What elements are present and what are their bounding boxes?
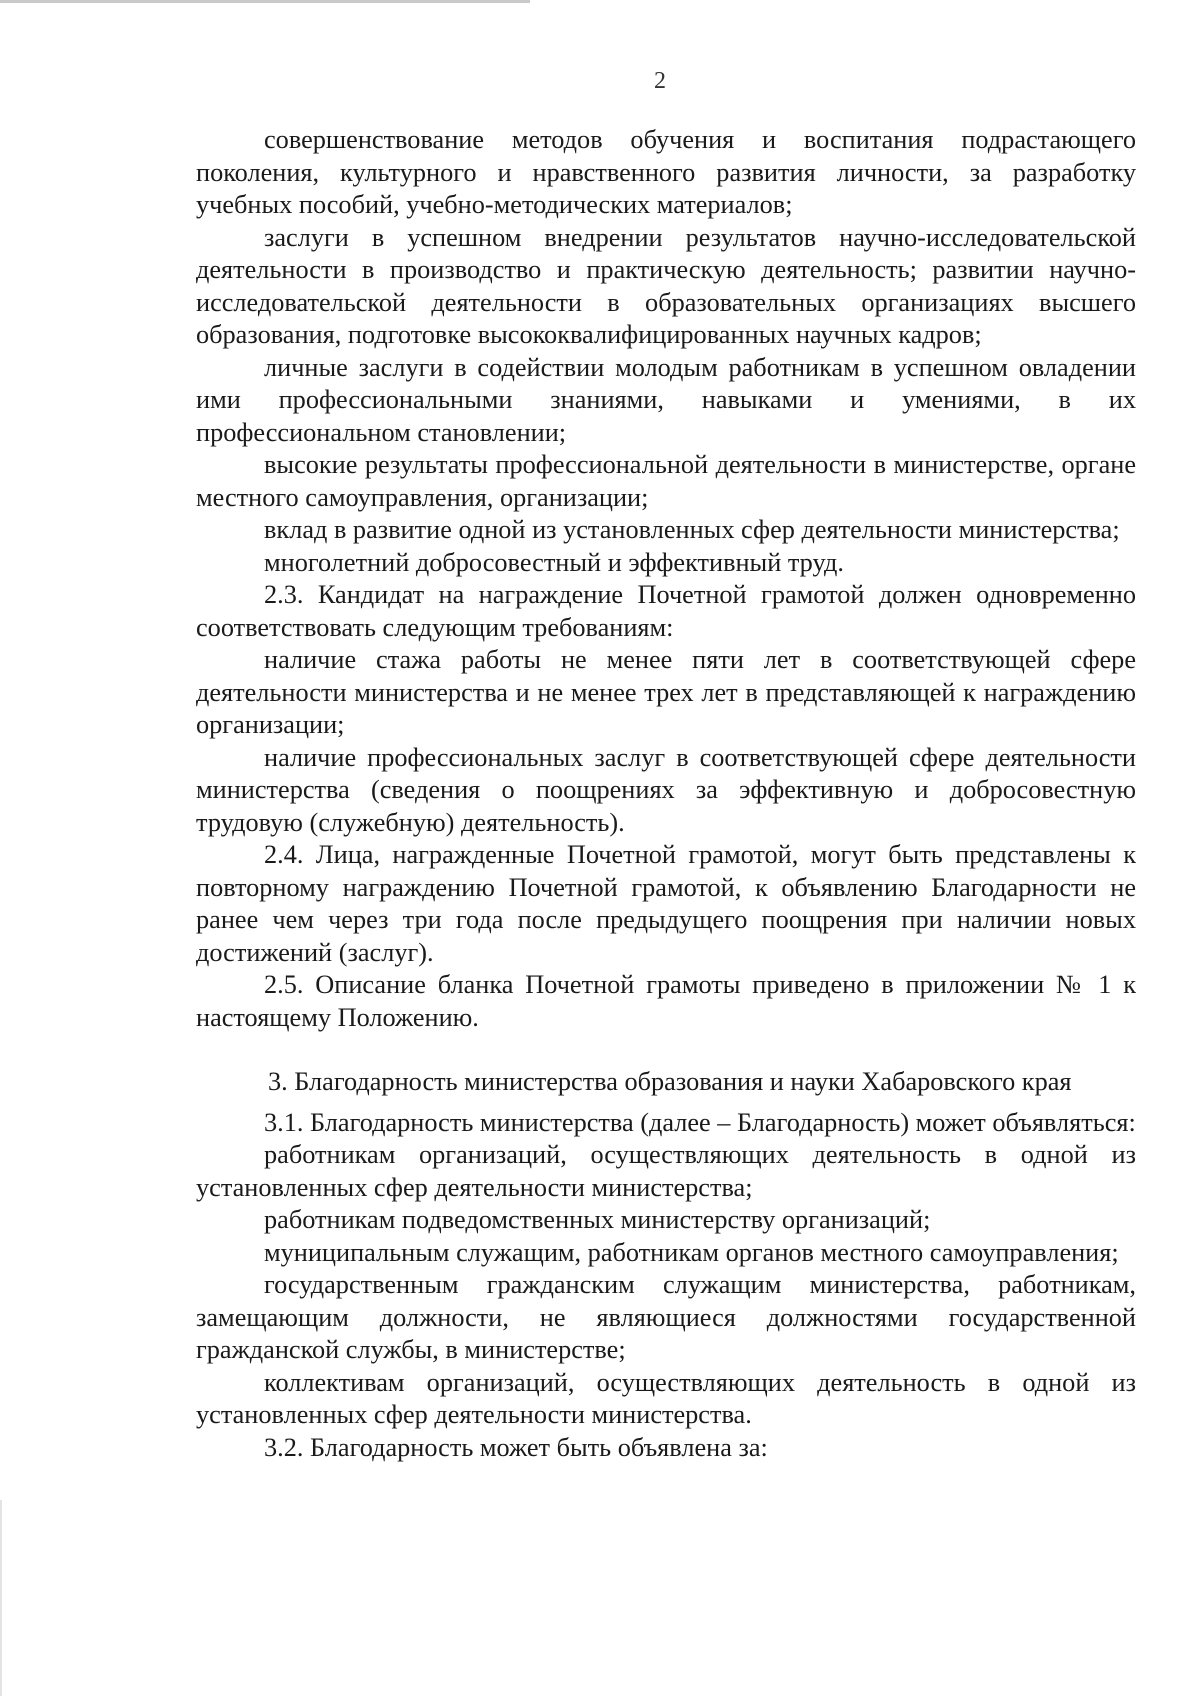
- paragraph: работникам подведомственных министерству организаций;: [264, 1205, 931, 1234]
- paragraph: наличие стажа работы не менее пяти лет в соответствующей сфере деятельности министерства и не менее трех лет в представляющей к награждению организации;: [196, 645, 1136, 739]
- paragraph: 2.3. Кандидат на награждение Почетной грамотой должен одновременно соответствовать следующим требованиям:: [196, 580, 1136, 642]
- paragraph: государственным гражданским служащим министерства, работникам, замещающим должности, не являющиеся должностями государственной гражданской службы, в министерстве;: [196, 1270, 1136, 1364]
- page-number: 2: [654, 68, 666, 94]
- paragraph: личные заслуги в содействии молодым работникам в успешном овладении ими профессиональными знаниями, навыками и умениями, в их профессиональном становлении;: [196, 352, 1136, 447]
- paragraph: высокие результаты профессиональной деятельности в министерстве, органе местного самоуправления, организации;: [196, 450, 1136, 512]
- paragraph: 3.2. Благодарность может быть объявлена за:: [264, 1432, 768, 1462]
- paragraph: 2.4. Лица, награжденные Почетной грамотой, могут быть представлены к повторному награждению Почетной грамотой, к объявлению Благодарности не ранее чем через три года после предыдущего поощрения при наличии новых достижений (заслуг).: [196, 840, 1136, 967]
- document-body: [196, 124, 1136, 1464]
- paragraph: вклад в развитие одной из установленных сфер деятельности министерства;: [264, 515, 1120, 544]
- paragraph: муниципальным служащим, работникам органов местного самоуправления;: [264, 1237, 1119, 1267]
- paragraph: 3.1. Благодарность министерства (далее – Благодарность) может объявляться:: [264, 1107, 1136, 1137]
- paragraph: коллективам организаций, осуществляющих деятельность в одной из установленных сфер деятельности министерства.: [196, 1367, 1136, 1429]
- paragraph: работникам организаций, осуществляющих деятельность в одной из установленных сфер деятельности министерства;: [196, 1140, 1136, 1202]
- paragraph: наличие профессиональных заслуг в соответствующей сфере деятельности министерства (сведения о поощрениях за эффективную и добросовестную трудовую (служебную) деятельность).: [196, 742, 1136, 837]
- section-heading: 3. Благодарность министерства образования и науки Хабаровского края: [268, 1067, 1072, 1096]
- paragraph: заслуги в успешном внедрении результатов научно-исследовательской деятельности в производство и практическую деятельность; развитии научно-исследовательской деятельности в образовательных организациях высшего образования, подготовке высококвалифицированных научных кадров;: [196, 222, 1136, 349]
- paragraph: 2.5. Описание бланка Почетной грамоты приведено в приложении № 1 к настоящему Положению.: [196, 970, 1136, 1032]
- paragraph: совершенствование методов обучения и воспитания подрастающего поколения, культурного и нравственного развития личности, за разработку учебных пособий, учебно-методических материалов;: [196, 125, 1136, 219]
- paragraph: многолетний добросовестный и эффективный труд.: [264, 547, 844, 577]
